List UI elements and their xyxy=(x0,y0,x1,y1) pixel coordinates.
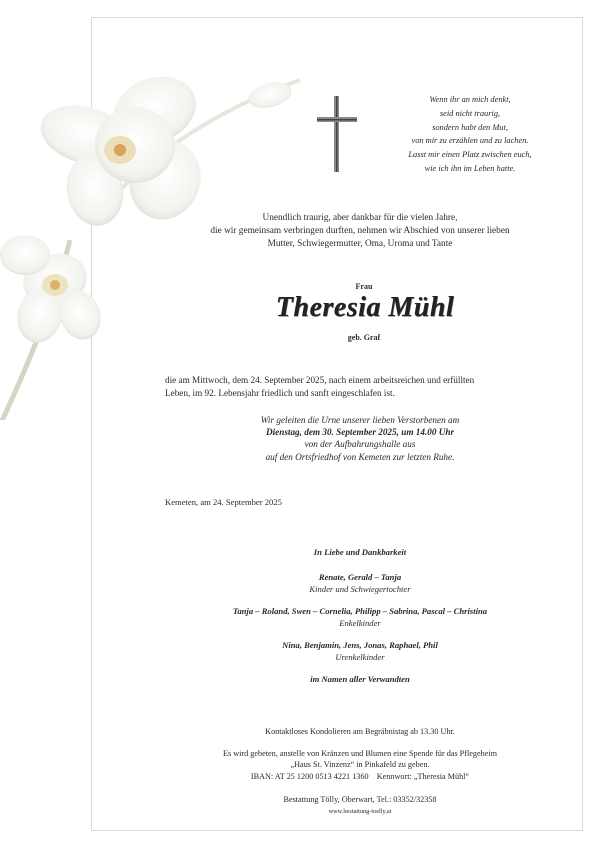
funeral-line: von der Aufbahrungshalle aus xyxy=(304,439,416,450)
poem-line: Wenn ihr an mich denkt, xyxy=(429,95,511,104)
intro-line: Unendlich traurig, aber dankbar für die vielen Jahre, xyxy=(262,213,458,223)
death-notice xyxy=(165,374,567,399)
salutation: Frau xyxy=(355,282,373,291)
iban: IBAN: AT 25 1200 0513 4221 1360 xyxy=(250,771,369,781)
intro-line: Mutter, Schwiegermutter, Oma, Uroma und Tante xyxy=(267,239,453,250)
death-notice-line: die am Mittwoch, dem 24. September 2025, nach einem arbeitsreichen und erfüllten xyxy=(165,375,475,385)
cross-icon xyxy=(315,94,359,174)
mourners-names: Tanja – Roland, Swen – Cornelia, Philipp – Sabrina, Pascal – Christina xyxy=(232,606,488,616)
mourners-heading: In Liebe und Dankbarkeit xyxy=(313,547,407,557)
funeral-line: auf den Ortsfriedhof von Kemeten zur letzten Ruhe. xyxy=(265,451,455,462)
donation-kennwort: Kennwort: „Theresia Mühl“ xyxy=(376,771,470,781)
intro-line: die wir gemeinsam verbringen durften, nehmen wir Abschied von unserer lieben xyxy=(210,226,510,237)
funeral-date: Dienstag, dem 30. September 2025, um 14.00 Uhr xyxy=(265,427,455,438)
poem xyxy=(380,93,560,176)
maiden-name: geb. Graf xyxy=(347,333,381,342)
intro-text xyxy=(150,212,570,252)
funeral-line: Wir geleiten die Urne unserer lieben Verstorbenen am xyxy=(260,415,460,425)
undertaker-website: www.bestattung-toelly.at xyxy=(328,807,392,815)
deceased-name: Theresia Mühl xyxy=(275,292,455,323)
mourners-role: Urenkelkinder xyxy=(335,652,385,662)
footer-info xyxy=(150,726,570,817)
mourners-names: Renate, Gerald – Tanja xyxy=(318,572,402,582)
mourners xyxy=(150,546,570,685)
poem-line: Lasst mir einen Platz zwischen euch, xyxy=(408,150,532,160)
poem-line: wie ich ihn im Leben hatte. xyxy=(424,163,516,173)
donation-line: „Haus St. Vinzenz“ in Pinkafeld zu geben. xyxy=(290,760,430,769)
poem-line: von mir zu erzählen und zu lachen. xyxy=(411,136,529,146)
donation-line: Es wird gebeten, anstelle von Kränzen und Blumen eine Spende für das Pflegeheim xyxy=(223,748,497,758)
mourners-role: Enkelkinder xyxy=(339,618,381,628)
funeral-info xyxy=(150,414,570,463)
mourners-role: Kinder und Schwiegertochter xyxy=(309,584,411,594)
death-notice-line: Leben, im 92. Lebensjahr friedlich und sanft eingeschlafen ist. xyxy=(165,387,395,398)
place-date: Kemeten, am 24. September 2025 xyxy=(165,497,282,507)
poem-line: sondern habt den Mut, xyxy=(432,122,508,132)
condolence-note: Kontaktloses Kondolieren am Begräbnistag ab 13.30 Uhr. xyxy=(265,727,455,736)
mourners-names: Nina, Benjamin, Jens, Jonas, Raphael, Phil xyxy=(282,640,438,650)
undertaker: Bestattung Tölly, Oberwart, Tel.: 03352/32358 xyxy=(283,795,437,804)
poem-line: seid nicht traurig, xyxy=(439,108,501,118)
mourners-closing: im Namen aller Verwandten xyxy=(310,674,410,684)
